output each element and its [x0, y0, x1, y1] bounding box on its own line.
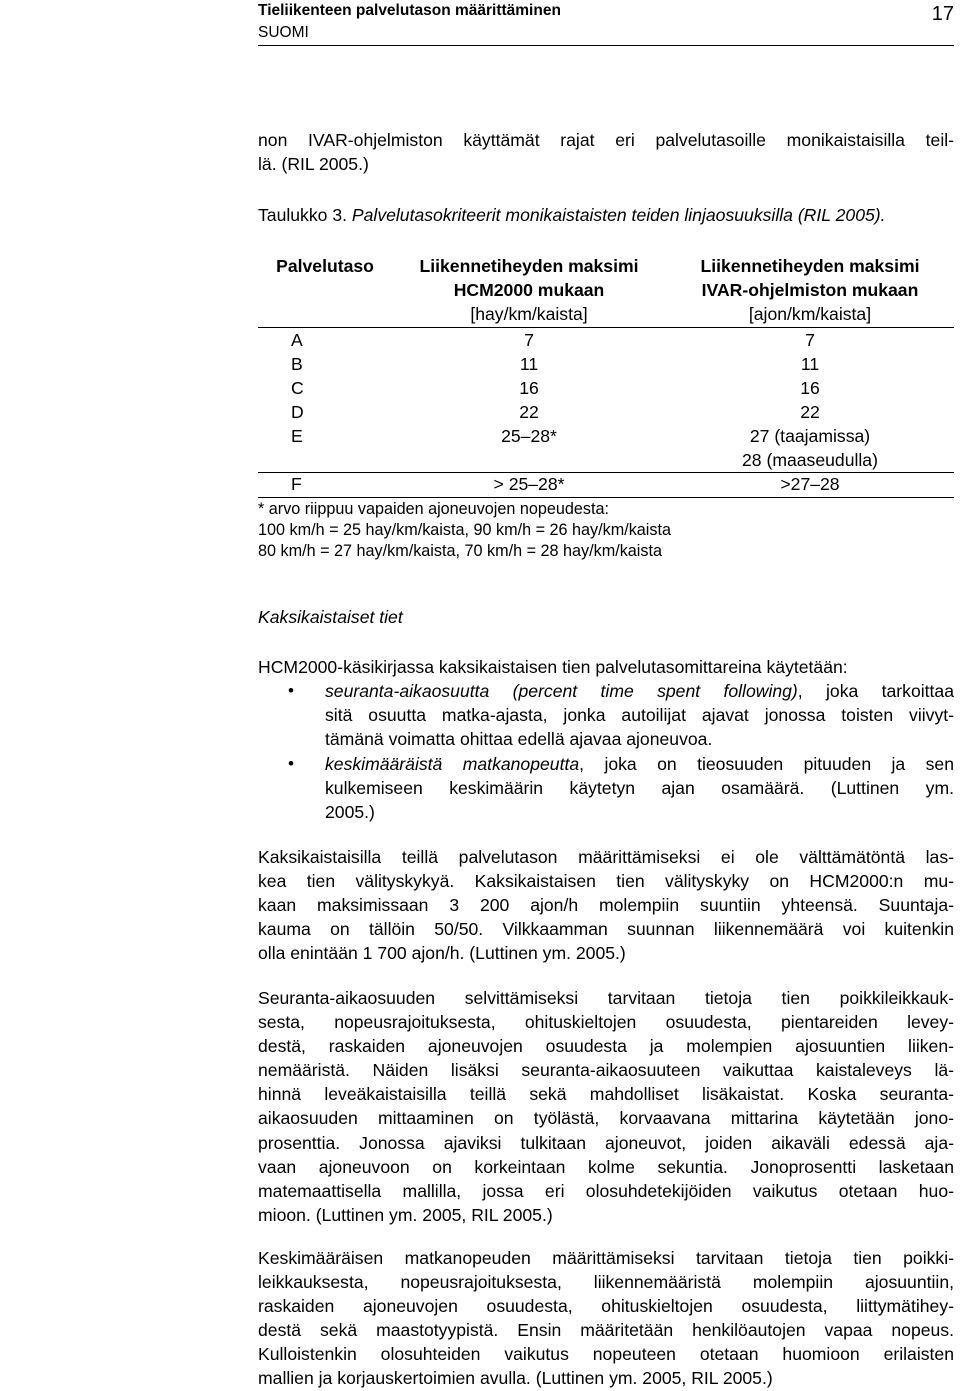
paragraph-line: vaan ajoneuvoon on korkeintaan kolme sekuntia. Jonoprosentti lasketaan [258, 1156, 954, 1177]
intro-line: lä. (RIL 2005.) [258, 154, 369, 175]
table-cell-hcm: 16 [519, 378, 539, 398]
header-rule [258, 45, 954, 46]
table-note: * arvo riippuu vapaiden ajoneuvojen nopeudesta: [258, 500, 609, 518]
paragraph-line: olla enintään 1 700 ajon/h. (Luttinen ym. 2005.) [258, 943, 626, 964]
table-cell-ivar: 11 [800, 354, 820, 374]
table-note: 100 km/h = 25 hay/km/kaista, 90 km/h = 26 hay/km/kaista [258, 521, 671, 539]
table-cell-hcm: 11 [519, 354, 539, 374]
paragraph [258, 1246, 954, 1391]
paragraph [258, 845, 954, 965]
table-cell-level: D [291, 402, 304, 422]
paragraph-line: hinnä leveäkaistaisilla teillä sekä mahdolliset lisäkaistat. Koska seuranta- [258, 1084, 954, 1105]
header-subtitle: SUOMI [258, 24, 309, 41]
table-rule [258, 497, 954, 498]
bullet-line: sitä osuutta matka-ajasta, jonka autoilijat ajavat jonossa toisten viivyt- [325, 705, 954, 726]
table-cell-level: C [291, 378, 304, 398]
running-header [258, 2, 954, 46]
paragraph-line: Keskimääräisen matkanopeuden määrittämiseksi tarvitaan tietoja tien poikki- [258, 1248, 954, 1268]
paragraph-line: aikaosuuden mittaaminen on työlästä, korvaavana mittarina käytetään jono- [258, 1108, 954, 1129]
header-title: Tieliikenteen palvelutason määrittäminen [258, 2, 561, 19]
paragraph-line: nemääristä. Näiden lisäksi seuranta-aikaosuuteen vaikuttaa kaistaleveys lä- [258, 1060, 954, 1081]
table-header-hcm: Liikennetiheyden maksimi [419, 256, 639, 276]
paragraph-line: Seuranta-aikaosuuden selvittämiseksi tarvitaan tietoja tien poikkileikkauk- [258, 988, 954, 1008]
section-title: Kaksikaistaiset tiet [258, 607, 403, 627]
bullet-term: seuranta-aikaosuutta (percent time spent following) [325, 681, 798, 701]
bullet-line: kulkemiseen keskimäärin käytetyn ajan osamäärä. (Luttinen ym. [325, 778, 954, 799]
table-header-ivar-unit: [ajon/km/kaista] [748, 304, 872, 324]
paragraph-line: Kulloistenkin olosuhteiden vaikutus nopeuteen otetaan huomioon erilaisten [258, 1344, 954, 1365]
table-cell-ivar: 27 (taajamissa) [749, 426, 871, 446]
table-cell-ivar: >27–28 [780, 474, 840, 494]
bullet-icon: • [288, 754, 294, 773]
bullet-rest: , joka on tieosuuden pituuden ja sen [579, 754, 954, 774]
table-header-ivar: IVAR-ohjelmiston mukaan [701, 280, 919, 300]
paragraph [258, 986, 954, 1227]
paragraph-line: mallien ja korjauskertoimien avulla. (Luttinen ym. 2005, RIL 2005.) [258, 1368, 773, 1389]
table-cell-level: B [291, 354, 303, 374]
bullet-line: tämänä voimatta ohittaa edellä ajavaa ajoneuvoa. [325, 729, 713, 750]
paragraph-line: sesta, nopeusrajoituksesta, ohituskieltojen osuudesta, pientareiden levey- [258, 1012, 954, 1033]
table-note: 80 km/h = 27 hay/km/kaista, 70 km/h = 28 hay/km/kaista [258, 542, 662, 560]
paragraph-line: kaan maksimissaan 3 200 ajon/h molempiin suuntiin yhteensä. Suuntaja- [258, 895, 954, 916]
table-header-hcm: HCM2000 mukaan [453, 280, 605, 300]
paragraph-line: kauma on tällöin 50/50. Vilkkaamman suunnan liikennemäärä voi kuitenkin [258, 919, 954, 940]
paragraph-line: kea tien välityskykyä. Kaksikaistaisen tien välityskyky on HCM2000:n mu- [258, 871, 954, 892]
table-cell-hcm: 25–28* [501, 426, 557, 446]
table-header-level: Palvelutaso [276, 256, 374, 276]
section-lead-text: HCM2000-käsikirjassa kaksikaistaisen tien palvelutasomittareina käytetään: [258, 657, 848, 677]
paragraph-line: mioon. (Luttinen ym. 2005, RIL 2005.) [258, 1204, 553, 1225]
table-cell-ivar: 7 [805, 330, 815, 350]
bullet-term: keskimääräistä matkanopeutta [325, 754, 580, 774]
paragraph-line: leikkauksesta, nopeusrajoituksesta, liikennemääristä molempiin ajosuuntiin, [258, 1272, 954, 1293]
table-cell-hcm: > 25–28* [493, 474, 565, 494]
bullet-line [325, 752, 954, 776]
bullet-icon: • [288, 681, 294, 700]
table-cell-hcm: 22 [519, 402, 539, 422]
intro-paragraph [258, 128, 954, 176]
table-cell-level: E [291, 426, 303, 446]
table-cell-ivar: 28 (maaseudulla) [742, 450, 878, 470]
table-cell-level: A [291, 330, 303, 350]
bullet-line [325, 679, 954, 703]
table-caption [258, 205, 886, 226]
caption-label: Taulukko 3. [258, 205, 347, 225]
paragraph-line: matemaattisella mallilla, jossa eri olosuhdetekijöiden vaikutus otetaan huo- [258, 1180, 954, 1201]
table-rule [258, 327, 954, 328]
paragraph-line: raskaiden ajoneuvojen osuudesta, ohituskieltojen osuudesta, liittymätihey- [258, 1296, 954, 1317]
bullet-text [325, 752, 954, 824]
section-lead [258, 655, 954, 679]
page-number: 17 [931, 3, 954, 25]
table-cell-ivar: 22 [800, 402, 820, 422]
criteria-table [258, 251, 954, 499]
table-cell-ivar: 16 [800, 378, 820, 398]
intro-line: non IVAR-ohjelmiston käyttämät rajat eri palvelutasoille monikaistaisilla teil- [258, 130, 954, 150]
table-cell-hcm: 7 [524, 330, 534, 350]
paragraph-line: Kaksikaistaisilla teillä palvelutason määrittämiseksi ei ole välttämätöntä las- [258, 847, 954, 867]
table-cell-level: F [291, 474, 302, 494]
table-rule [258, 472, 954, 473]
paragraph-line: destä, raskaiden ajoneuvojen osuudesta ja molempien ajosuuntien liiken- [258, 1036, 954, 1057]
caption-text: Palvelutasokriteerit monikaistaisten teiden linjaosuuksilla (RIL 2005). [347, 205, 886, 225]
table-header-hcm-unit: [hay/km/kaista] [470, 304, 588, 324]
table-header-ivar: Liikennetiheyden maksimi [700, 256, 920, 276]
bullet-line: 2005.) [325, 802, 375, 823]
paragraph-line: prosenttia. Jonossa ajaviksi tulkitaan ajoneuvot, joiden aikaväli edessä aja- [258, 1132, 954, 1153]
paragraph-line: destä sekä maastotyypistä. Ensin määritetään henkilöautojen vapaa nopeus. [258, 1320, 954, 1341]
bullet-text [325, 679, 954, 751]
bullet-rest: , joka tarkoittaa [797, 681, 954, 701]
